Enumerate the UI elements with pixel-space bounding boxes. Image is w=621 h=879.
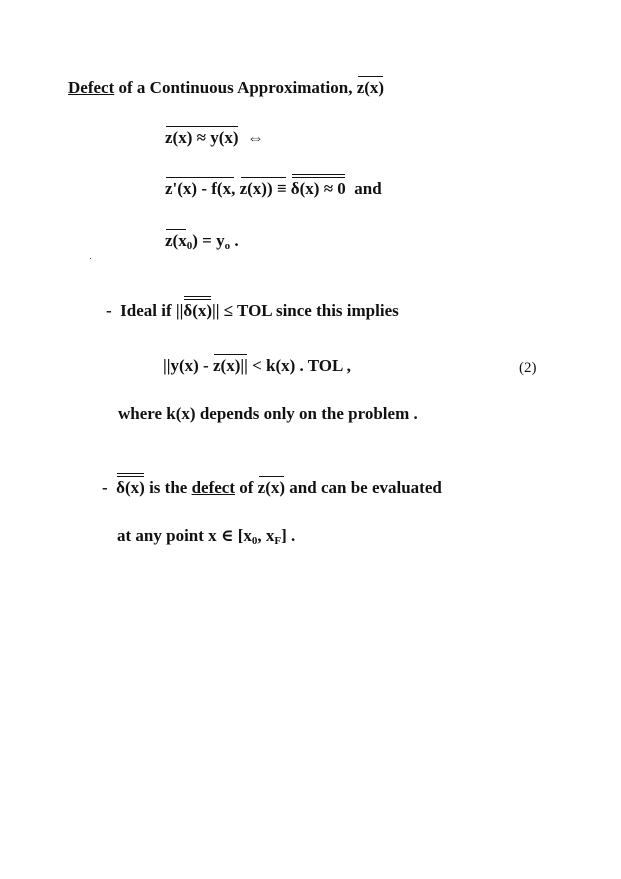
eq3-equals-y: ) = y bbox=[192, 231, 225, 250]
bullet1-dash: - bbox=[106, 301, 112, 320]
eq1-iff: ⇔ bbox=[247, 128, 265, 147]
eq1-lhs: z(x) ≈ y(x) bbox=[165, 128, 239, 147]
bullet-ideal bbox=[106, 301, 399, 321]
eval-part-a: at any point x ∈ [x bbox=[117, 526, 252, 545]
equation-approx bbox=[165, 128, 264, 148]
bullet-defect bbox=[102, 478, 442, 498]
eq2-part-b: z(x)) ≡ bbox=[239, 179, 287, 198]
eq2-part-a: z'(x) - f(x, bbox=[165, 179, 236, 198]
inequality-line bbox=[163, 356, 351, 376]
eq3-sub-0: 0 bbox=[186, 240, 193, 252]
equation-initial bbox=[165, 231, 239, 252]
bullet2-delta: δ(x) bbox=[116, 478, 145, 497]
ineq-part-a: ||y(x) - bbox=[163, 356, 209, 375]
eval-sub-F: F bbox=[274, 535, 282, 547]
bullet2-dash: - bbox=[102, 478, 108, 497]
bullet1-ideal: Ideal if || bbox=[120, 301, 184, 320]
bullet1-rest: || ≤ TOL since this implies bbox=[212, 301, 399, 320]
eq2-delta: δ(x) ≈ 0 bbox=[290, 179, 346, 198]
eval-comma: , x bbox=[257, 526, 275, 545]
title-defect-word: Defect bbox=[68, 78, 115, 97]
eval-sub-0: 0 bbox=[251, 535, 258, 547]
bullet2-of: of bbox=[239, 478, 254, 497]
eq3-z: z(x bbox=[165, 231, 187, 250]
evaluation-line bbox=[117, 526, 295, 547]
bullet2-z: z(x) bbox=[257, 478, 286, 497]
where-line: where k(x) depends only on the problem . bbox=[118, 404, 418, 423]
equation-defect bbox=[165, 179, 382, 199]
title-rest: of a Continuous Approximation, bbox=[118, 78, 353, 97]
eq2-and: and bbox=[354, 179, 382, 198]
eq3-period: . bbox=[234, 231, 239, 250]
scan-speck bbox=[90, 258, 91, 259]
eval-part-b: ] . bbox=[281, 526, 296, 545]
bullet2-defect-word: defect bbox=[191, 478, 235, 497]
eq3-sub-o: o bbox=[224, 240, 231, 252]
title-z-symbol: z(x) bbox=[356, 78, 385, 97]
ineq-part-c: < k(x) . TOL , bbox=[252, 356, 351, 375]
slide-title bbox=[68, 78, 384, 98]
bullet1-delta: δ(x) bbox=[183, 301, 213, 320]
bullet2-is-the: is the bbox=[149, 478, 188, 497]
bullet2-rest: and can be evaluated bbox=[289, 478, 442, 497]
ineq-part-b: z(x)|| bbox=[212, 356, 248, 375]
equation-number: (2) bbox=[519, 360, 537, 376]
